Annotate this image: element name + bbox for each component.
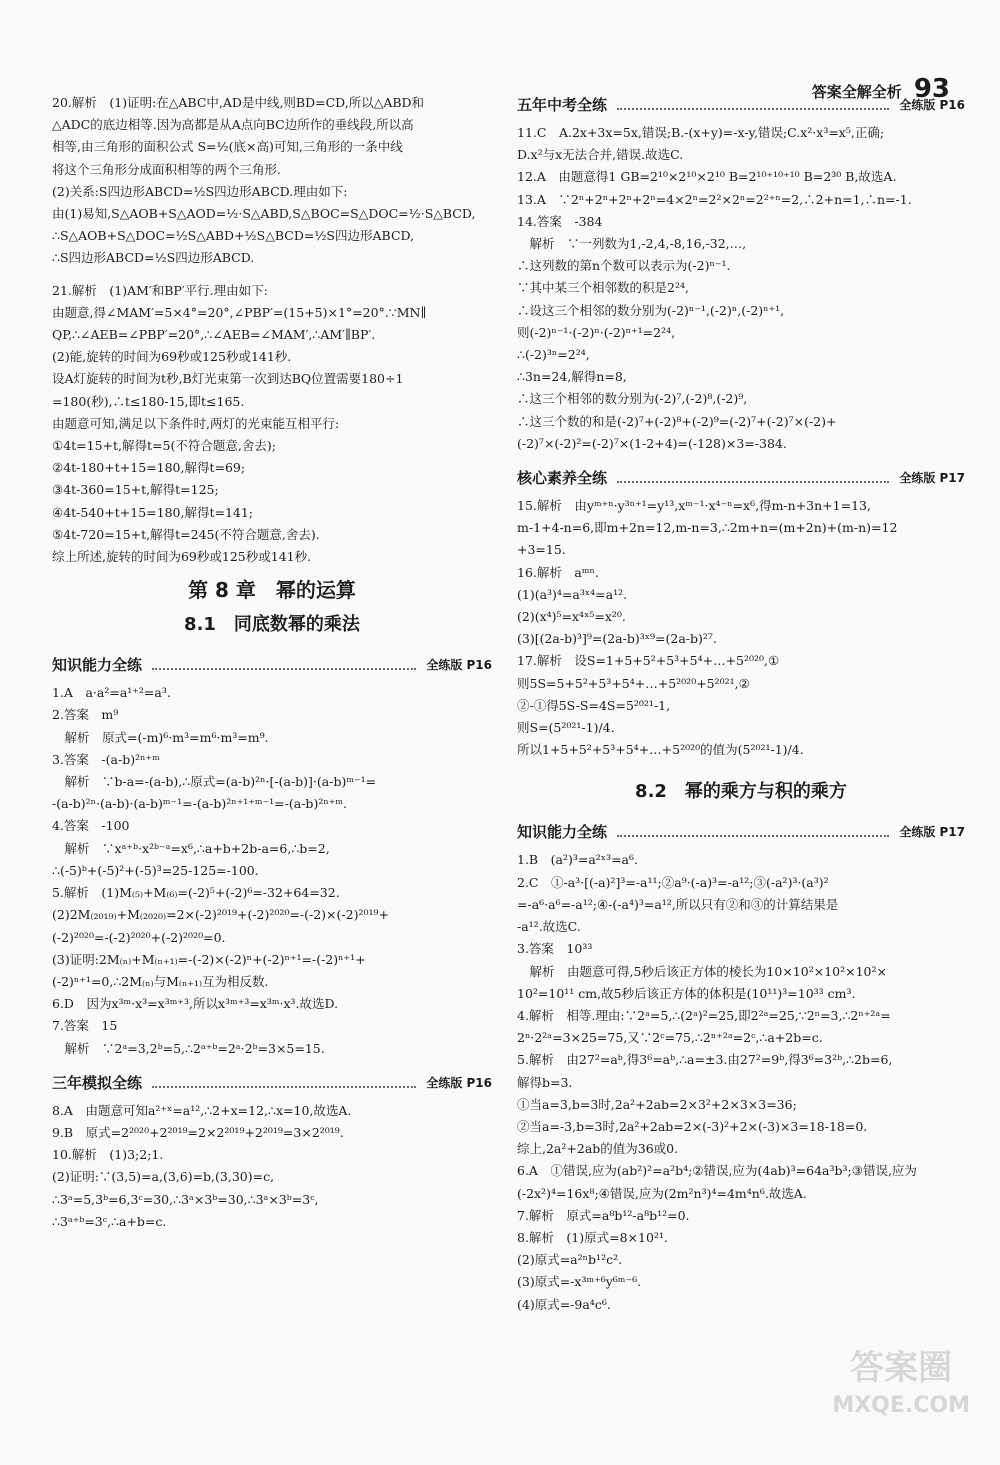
- answer-line: 8.解析 (1)原式=8×10²¹.: [517, 1229, 668, 1245]
- answer-line: ∴(-5)ᵇ+(-5)²+(-5)³=25-125=-100.: [52, 862, 259, 878]
- answer-line: 7.解析 原式=a⁸b¹²-a⁸b¹²=0.: [517, 1207, 690, 1223]
- answer-line: (2)关系:S四边形ABCD=½S四边形ABCD.理由如下:: [52, 183, 348, 199]
- watermark-logo: [832, 1349, 970, 1425]
- answer-line: 则S=(5²⁰²¹-1)/4.: [517, 720, 615, 736]
- answer-line: m-1+4-n=6,即m+2n=12,m-n=3,∴2m+n=(m+2n)+(m-n)=12: [517, 520, 898, 536]
- answer-line: 10²=10¹¹ cm,故5秒后该正方体的体积是(10¹¹)³=10³³ cm³.: [517, 985, 856, 1001]
- section-title-8-1: 8.1 同底数幂的乘法: [184, 614, 360, 636]
- answer-line: 则5S=5+5²+5³+5⁴+…+5²⁰²⁰+5²⁰²¹,②: [517, 675, 750, 691]
- answer-line: 解析 原式=(-m)⁶·m³=m⁶·m³=m⁹.: [52, 729, 269, 745]
- answer-line: (-2x²)⁴=16x⁸;④错误,应为(2m²n³)⁴=4m⁴n⁶.故选A.: [517, 1185, 807, 1201]
- answer-line: 解析 ∵xᵃ⁺ᵇ·x²ᵇ⁻ᵃ=x⁶,∴a+b+2b-a=6,∴b=2,: [52, 840, 330, 856]
- answer-line: ∴这列数的第n个数可以表示为(-2)ⁿ⁻¹.: [517, 258, 731, 274]
- answer-line: 3.答案 -(a-b)²ⁿ⁺ᵐ: [52, 751, 160, 767]
- question-21-block: [52, 280, 492, 569]
- page-number: 93: [913, 74, 950, 104]
- answer-line: 解析 ∵一列数为1,-2,4,-8,16,-32,…,: [517, 236, 747, 252]
- practice-title: 知识能力全练: [52, 656, 143, 675]
- answer-line: +3=15.: [517, 542, 566, 558]
- practice-title: 知识能力全练: [517, 823, 608, 842]
- answer-line: 设A灯旋转的时间为t秒,B灯光束第一次到达BQ位置需要180÷1: [52, 371, 404, 387]
- practice-version: 全练版 P17: [899, 825, 965, 840]
- answer-line: ∵其中某三个相邻数的积是2²⁴,: [517, 280, 689, 296]
- answer-line: 21.解析 (1)AM′和BP′平行.理由如下:: [52, 282, 268, 298]
- practice-version: 全练版 P16: [426, 658, 492, 673]
- answer-line: 11.C A.2x+3x=5x,错误;B.-(x+y)=-x-y,错误;C.x²·x³=x⁵,正确;: [517, 125, 885, 140]
- answer-line: 相等,由三角形的面积公式 S=½(底×高)可知,三角形的一条中线: [52, 139, 403, 155]
- leader-dots: [617, 481, 889, 483]
- answer-line: ②4t-180+t+15=180,解得t=69;: [52, 460, 246, 476]
- practice-title: 核心素养全练: [517, 468, 608, 487]
- practice-header-hexin: [517, 465, 965, 491]
- answer-line: (4)原式=-9a⁴c⁶.: [517, 1296, 611, 1312]
- answer-line: -(a-b)²ⁿ·(a-b)·(a-b)ᵐ⁻¹=-(a-b)²ⁿ⁺¹⁺ᵐ⁻¹=-(a-b)²ⁿ⁺ᵐ.: [52, 796, 347, 812]
- answer-line: -a¹².故选C.: [517, 919, 581, 935]
- answer-line: 20.解析 (1)证明:在△ABC中,AD是中线,则BD=CD,所以△ABD和: [52, 95, 425, 110]
- practice-title: 三年模拟全练: [52, 1073, 143, 1092]
- leader-dots: [617, 835, 889, 837]
- answer-line: 1.A a·a²=a¹⁺²=a³.: [52, 685, 171, 701]
- answer-line: 2ⁿ·2²ᵃ=3×25=75,又∵2ᶜ=75,∴2ⁿ⁺²ᵃ=2ᶜ,∴a+2b=c.: [517, 1030, 823, 1046]
- answers-exam: [517, 122, 965, 455]
- practice-title: 五年中考全练: [517, 95, 608, 114]
- answer-line: ②当a=-3,b=3时,2a²+2ab=2×(-3)²+2×(-3)×3=18-18=0.: [517, 1118, 868, 1134]
- answers-core: [517, 495, 965, 761]
- answer-line: ②-①得5S-S=4S=5²⁰²¹-1,: [517, 697, 671, 713]
- header-section-title: 答案全解全析: [811, 83, 902, 101]
- question-20-block: [52, 92, 492, 270]
- chapter-title: 第 8 章 幂的运算: [188, 578, 356, 603]
- answer-line: ∴设这三个相邻的数分别为(-2)ⁿ⁻¹,(-2)ⁿ,(-2)ⁿ⁺¹,: [517, 302, 785, 318]
- answer-line: (-2)⁷×(-2)²=(-2)⁷×(1-2+4)=(-128)×3=-384.: [517, 435, 787, 451]
- answer-line: 解析 由题意可得,5秒后该正方体的棱长为10×10²×10²×10²×: [517, 963, 887, 979]
- answer-line: 所以1+5+5²+5³+5⁴+…+5²⁰²⁰的值为(5²⁰²¹-1)/4.: [517, 742, 804, 758]
- answers-8-1-basic: [52, 682, 492, 1059]
- answer-line: 则(-2)ⁿ⁻¹·(-2)ⁿ·(-2)ⁿ⁺¹=2²⁴,: [517, 324, 676, 340]
- answer-line: 14.答案 -384: [517, 213, 603, 229]
- answer-line: 综上,2a²+2ab的值为36或0.: [517, 1141, 679, 1157]
- answer-line: QP,∴∠AEB=∠PBP′=20°,∴∠AEB=∠MAM′,∴AM′∥BP′.: [52, 327, 376, 343]
- answer-line: 1.B (a²)³=a²ˣ³=a⁶.: [517, 852, 638, 868]
- answer-line: 3.答案 10³³: [517, 941, 593, 957]
- watermark-text: 答案圈: [850, 1348, 953, 1388]
- practice-version: 全练版 P17: [899, 470, 965, 485]
- answer-line: 2.C ①-a³·[(-a)²]³=-a¹¹;②a⁹·(-a)³=-a¹²;③(-a²)³·(a³)²: [517, 874, 829, 890]
- section-title-8-2: 8.2 幂的乘方与积的乘方: [635, 781, 847, 803]
- practice-version: 全练版 P16: [899, 97, 965, 112]
- answer-line: 5.解析 (1)M₍₅₎+M₍₆₎=(-2)⁵+(-2)⁶=-32+64=32.: [52, 885, 340, 901]
- answers-8-1-mock: [52, 1100, 492, 1233]
- answer-line: ∴3n=24,解得n=8,: [517, 369, 627, 385]
- answer-line: 8.A 由题意可知a²⁺ˣ=a¹²,∴2+x=12,∴x=10,故选A.: [52, 1102, 352, 1118]
- practice-version: 全练版 P16: [426, 1075, 492, 1090]
- answer-line: =-a⁶·a⁶=-a¹²;④-(-a⁴)³=a¹²,所以只有②和③的计算结果是: [517, 896, 839, 912]
- practice-header-sannian: [52, 1070, 492, 1096]
- answer-line: ∴3ᵃ⁺ᵇ=3ᶜ,∴a+b=c.: [52, 1213, 167, 1229]
- answer-line: (2)(x⁴)⁵=x⁴ˣ⁵=x²⁰.: [517, 609, 626, 625]
- answer-line: 9.B 原式=2²⁰²⁰+2²⁰¹⁹=2×2²⁰¹⁹+2²⁰¹⁹=3×2²⁰¹⁹.: [52, 1124, 344, 1140]
- answer-line: (2)证明:∵(3,5)=a,(3,6)=b,(3,30)=c,: [52, 1169, 275, 1185]
- answer-line: (1)(a³)⁴=a³ˣ⁴=a¹².: [517, 586, 628, 602]
- answer-line: 7.答案 15: [52, 1018, 118, 1034]
- answers-8-2-basic: [517, 849, 965, 1315]
- answer-line: 12.A 由题意得1 GB=2¹⁰×2¹⁰×2¹⁰ B=2¹⁰⁺¹⁰⁺¹⁰ B=2³⁰ B,故选A.: [517, 169, 897, 185]
- leader-dots: [152, 668, 416, 670]
- answer-line: 将这个三角形分成面积相等的两个三角形.: [52, 161, 281, 177]
- answer-line: (3)证明:2M₍ₙ₎+M₍ₙ₊₁₎=-(-2)×(-2)ⁿ+(-2)ⁿ⁺¹=-(-2)ⁿ⁺¹+: [52, 951, 366, 967]
- answer-line: △ADC的底边相等.因为高都是从A点向BC边所作的垂线段,所以高: [52, 117, 414, 133]
- answer-line: 解得b=3.: [517, 1074, 573, 1090]
- answer-line: 13.A ∵2ⁿ+2ⁿ+2ⁿ+2ⁿ=4×2ⁿ=2²×2ⁿ=2²⁺ⁿ=2,∴2+n=1,∴n=-1.: [517, 191, 912, 207]
- answer-line: 17.解析 设S=1+5+5²+5³+5⁴+…+5²⁰²⁰,①: [517, 653, 780, 669]
- answer-line: 6.D 因为x³ᵐ·x³=x³ᵐ⁺³,所以x³ᵐ⁺³=x³ᵐ·x³.故选D.: [52, 996, 339, 1012]
- practice-header-zhishi-2: [517, 819, 965, 845]
- answer-line: ⑤4t-720=15+t,解得t=245(不符合题意,舍去).: [52, 526, 320, 542]
- answer-line: ④4t-540+t+15=180,解得t=141;: [52, 504, 254, 520]
- answer-line: (3)原式=-x³ᵐ⁺⁶y⁶ᵐ⁻⁶.: [517, 1274, 642, 1290]
- leader-dots: [617, 108, 889, 110]
- answer-line: (-2)²⁰²⁰=-(-2)²⁰²⁰+(-2)²⁰²⁰=0.: [52, 929, 226, 945]
- answer-line: 由题意可知,满足以下条件时,两灯的光束能互相平行:: [52, 415, 340, 431]
- answer-line: 由题意,得∠MAM′=5×4°=20°,∠PBP′=(15+5)×1°=20°.∵MN∥: [52, 304, 427, 320]
- answer-line: (2)原式=a²ⁿb¹²c².: [517, 1252, 623, 1268]
- answer-line: ∴3ᵃ=5,3ᵇ=6,3ᶜ=30,∴3ᵃ×3ᵇ=30,∴3ᵃ×3ᵇ=3ᶜ,: [52, 1191, 319, 1207]
- answer-line: 解析 ∵b-a=-(a-b),∴原式=(a-b)²ⁿ·[-(a-b)]·(a-b)ᵐ⁻¹=: [52, 774, 377, 790]
- left-column: [52, 92, 492, 1233]
- answer-line: ∴这三个相邻的数分别为(-2)⁷,(-2)⁸,(-2)⁹,: [517, 391, 748, 407]
- answer-line: 综上所述,旋转的时间为69秒或125秒或141秒.: [52, 549, 312, 565]
- answer-line: =180(秒),∴t≤180-15,即t≤165.: [52, 393, 245, 409]
- answer-line: 15.解析 由yᵐ⁺ⁿ·y³ⁿ⁺¹=y¹³,xᵐ⁻¹·x⁴⁻ⁿ=x⁶,得m-n+3n+1=13,: [517, 498, 871, 514]
- answer-line: ∴这三个数的和是(-2)⁷+(-2)⁸+(-2)⁹=(-2)⁷+(-2)⁷×(-2)+: [517, 413, 837, 429]
- answer-line: 16.解析 aᵐⁿ.: [517, 564, 599, 580]
- answer-line: ∴S四边形ABCD=½S四边形ABCD.: [52, 250, 255, 266]
- answer-line: D.x²与x无法合并,错误.故选C.: [517, 147, 684, 163]
- answer-line: 由(1)易知,S△AOB+S△AOD=½·S△ABD,S△BOC=S△DOC=½·S△BCD,: [52, 206, 476, 222]
- answer-line: 6.A ①错误,应为(ab²)²=a²b⁴;②错误,应为(4ab)³=64a³b³;③错误,应为: [517, 1163, 917, 1179]
- answer-line: 4.解析 相等.理由:∵2ᵃ=5,∴(2ᵃ)²=25,即2²ᵃ=25,∵2ⁿ=3,∴2ⁿ⁺²ᵃ=: [517, 1007, 891, 1023]
- answer-line: 5.解析 由27²=aᵇ,得3⁶=aᵇ,∴a=±3.由27²=9ᵇ,得3⁶=3²ᵇ,∴2b=6,: [517, 1052, 893, 1068]
- answer-line: ∴(-2)³ⁿ=2²⁴,: [517, 347, 590, 363]
- answer-line: 4.答案 -100: [52, 818, 130, 834]
- answer-line: ①当a=3,b=3时,2a²+2ab=2×3²+2×3×3=36;: [517, 1096, 797, 1112]
- answer-line: 解析 ∵2ᵃ=3,2ᵇ=5,∴2ᵃ⁺ᵇ=2ᵃ·2ᵇ=3×5=15.: [52, 1040, 325, 1056]
- answer-line: (2)能,旋转的时间为69秒或125秒或141秒.: [52, 349, 292, 365]
- answer-line: ∴S△AOB+S△DOC=½S△ABD+½S△BCD=½S四边形ABCD,: [52, 228, 415, 244]
- right-column: [517, 92, 965, 1316]
- leader-dots: [152, 1086, 416, 1088]
- answer-line: (2)2M₍₂₀₁₉₎+M₍₂₀₂₀₎=2×(-2)²⁰¹⁹+(-2)²⁰²⁰=-(-2)×(-2)²⁰¹⁹+: [52, 907, 389, 923]
- answer-line: (3)[(2a-b)³]⁹=(2a-b)³ˣ⁹=(2a-b)²⁷.: [517, 631, 717, 647]
- answer-line: 10.解析 (1)3;2;1.: [52, 1147, 164, 1163]
- answer-line: ①4t=15+t,解得t=5(不符合题意,舍去);: [52, 438, 276, 454]
- practice-header-zhishi: [52, 652, 492, 678]
- answer-line: ③4t-360=15+t,解得t=125;: [52, 482, 219, 498]
- answer-line: 2.答案 m⁹: [52, 707, 119, 723]
- answer-line: (-2)ⁿ⁺¹=0,∴2M₍ₙ₎与M₍ₙ₊₁₎互为相反数.: [52, 973, 269, 989]
- watermark-url: MXQE.COM: [832, 1393, 970, 1418]
- practice-header-wunian: [517, 92, 965, 118]
